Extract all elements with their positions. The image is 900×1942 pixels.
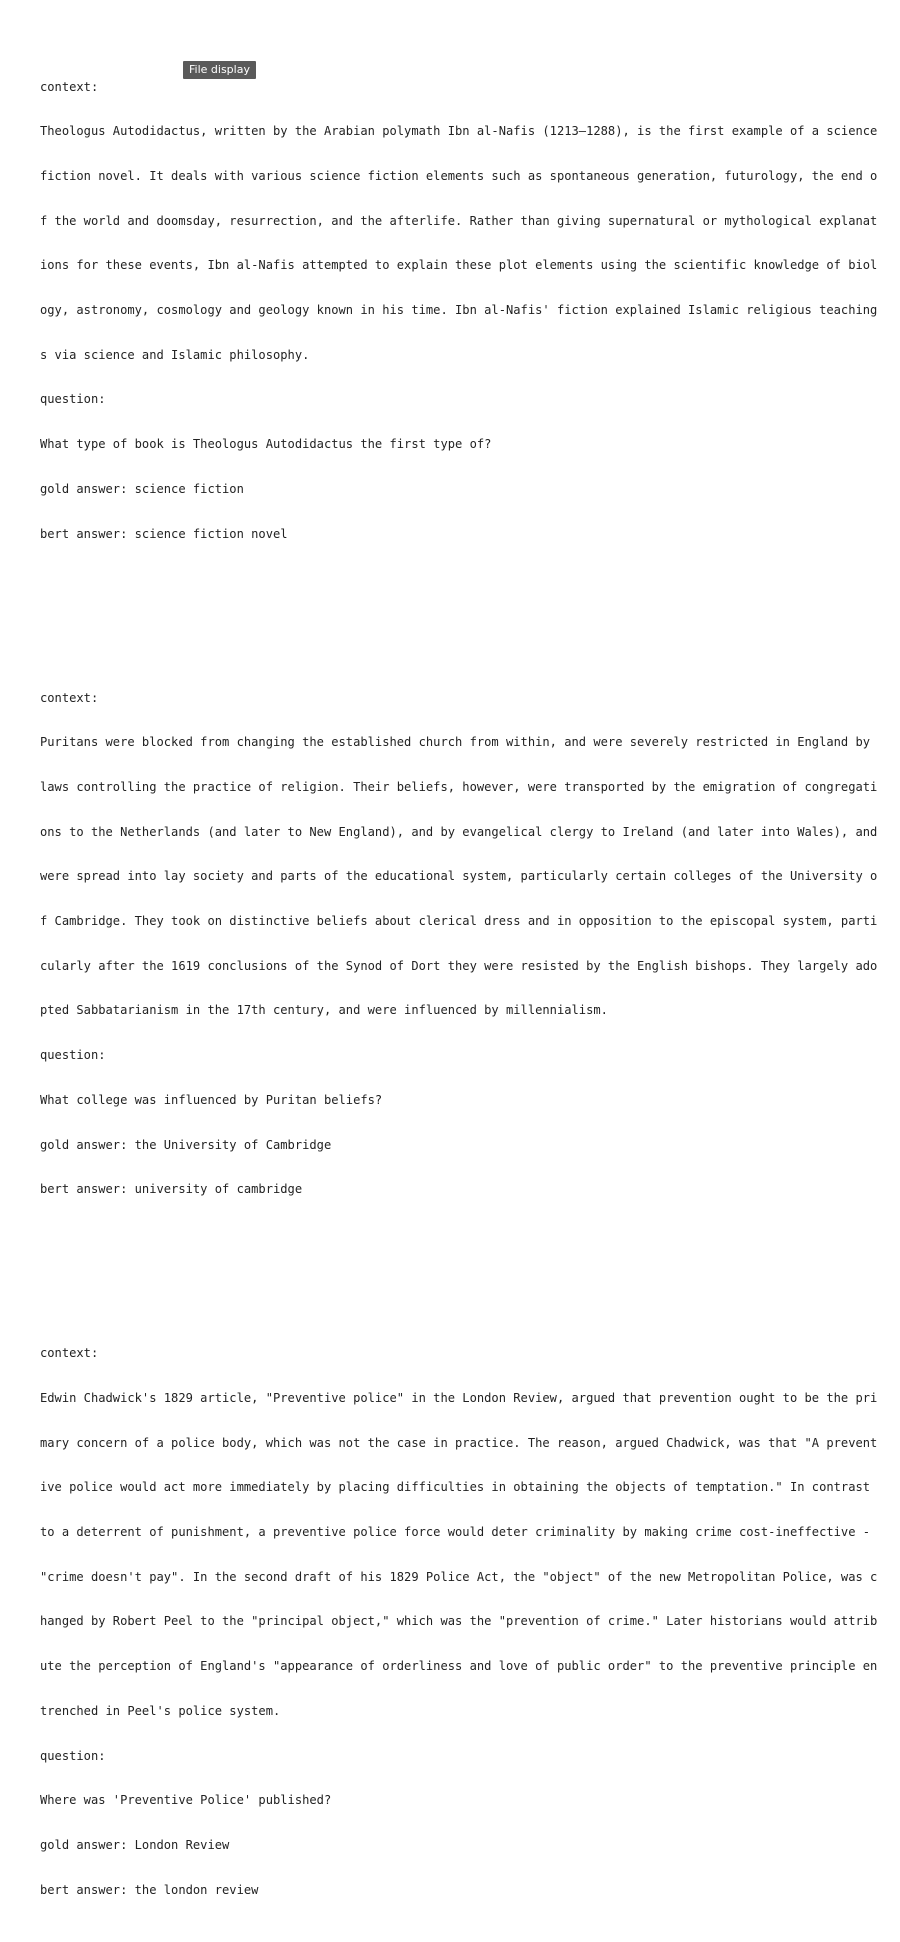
context-line: ons to the Netherlands (and later to New England), and by evangelical clergy to Ireland (and later into Wales), and [40, 824, 878, 839]
context-line: ions for these events, Ibn al-Nafis attempted to explain these plot elements using the scientific knowledge of biol [40, 258, 878, 273]
context-line: s via science and Islamic philosophy. [40, 347, 310, 362]
context-line: were spread into lay society and parts of the educational system, particularly certain colleges of the University o [40, 869, 878, 884]
qa-entry [40, 661, 885, 1272]
context-line: Edwin Chadwick's 1829 article, "Preventive police" in the London Review, argued that prevention ought to be the pri [40, 1390, 878, 1405]
gold-answer: gold answer: science fiction [40, 481, 244, 496]
context-line: laws controlling the practice of religion. Their beliefs, however, were transported by the emigration of congregati [40, 779, 878, 794]
context-line: fiction novel. It deals with various science fiction elements such as spontaneous generation, futurology, the end o [40, 168, 878, 183]
context-line: pted Sabbatarianism in the 17th century, and were influenced by millennialism. [40, 1003, 608, 1018]
bert-answer: bert answer: the london review [40, 1882, 259, 1897]
blank-line [40, 1227, 885, 1242]
question-text: What college was influenced by Puritan beliefs? [40, 1092, 383, 1107]
context-label: context: [40, 1346, 99, 1361]
context-label: context: [40, 79, 99, 94]
question-text: Where was 'Preventive Police' published? [40, 1793, 332, 1808]
context-line: f Cambridge. They took on distinctive beliefs about clerical dress and in opposition to the episcopal system, parti [40, 914, 878, 929]
qa-entry [40, 1316, 885, 1927]
file-display-text [40, 5, 885, 1942]
context-line: Puritans were blocked from changing the established church from within, and were severely restricted in England by [40, 735, 871, 750]
bert-answer: bert answer: science fiction novel [40, 526, 288, 541]
gold-answer: gold answer: London Review [40, 1837, 230, 1852]
context-line: mary concern of a police body, which was not the case in practice. The reason, argued Chadwick, was that "A prevent [40, 1435, 878, 1450]
context-line: to a deterrent of punishment, a preventive police force would deter criminality by making crime cost-ineffective - [40, 1524, 871, 1539]
context-label: context: [40, 690, 99, 705]
gold-answer: gold answer: the University of Cambridge [40, 1137, 332, 1152]
file-display-tooltip: File display [183, 61, 256, 79]
context-line: hanged by Robert Peel to the "principal object," which was the "prevention of crime." Later historians would attrib [40, 1614, 878, 1629]
question-text: What type of book is Theologus Autodidactus the first type of? [40, 437, 492, 452]
context-line: cularly after the 1619 conclusions of the Synod of Dort they were resisted by the English bishops. They largely ado [40, 958, 878, 973]
context-line: Theologus Autodidactus, written by the Arabian polymath Ibn al-Nafis (1213–1288), is the first example of a science [40, 124, 878, 139]
context-line: ute the perception of England's "appearance of orderliness and love of public order" to the preventive principle en [40, 1659, 878, 1674]
bert-answer: bert answer: university of cambridge [40, 1182, 303, 1197]
context-line: ive police would act more immediately by placing difficulties in obtaining the objects of temptation." In contrast [40, 1480, 871, 1495]
context-line: trenched in Peel's police system. [40, 1703, 281, 1718]
question-label: question: [40, 1048, 106, 1063]
context-line: f the world and doomsday, resurrection, and the afterlife. Rather than giving supernatural or mythological explanat [40, 213, 878, 228]
question-label: question: [40, 392, 106, 407]
blank-line [40, 571, 885, 586]
context-line: ogy, astronomy, cosmology and geology known in his time. Ibn al-Nafis' fiction explained Islamic religious teaching [40, 303, 878, 318]
question-label: question: [40, 1748, 106, 1763]
qa-entry [40, 50, 885, 616]
context-line: "crime doesn't pay". In the second draft of his 1829 Police Act, the "object" of the new Metropolitan Police, was c [40, 1569, 878, 1584]
